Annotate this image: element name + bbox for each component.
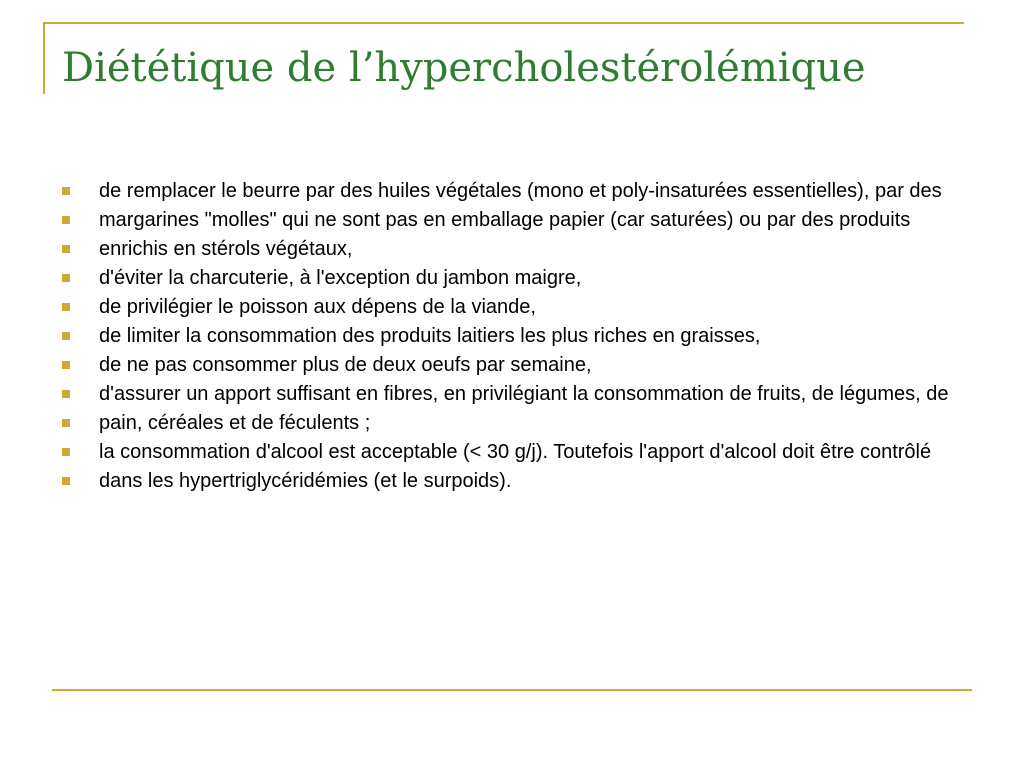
square-bullet-icon <box>62 187 70 195</box>
bullet-list <box>62 181 962 500</box>
square-bullet-icon <box>62 361 70 369</box>
list-item <box>62 413 962 433</box>
square-bullet-icon <box>62 245 70 253</box>
list-item <box>62 384 962 404</box>
bullet-text: de ne pas consommer plus de deux oeufs par semaine, <box>99 354 592 376</box>
list-item <box>62 210 962 230</box>
frame-top-rule <box>43 22 964 24</box>
bullet-text: margarines "molles" qui ne sont pas en emballage papier (car saturées) ou par des produits <box>99 209 911 231</box>
square-bullet-icon <box>62 390 70 398</box>
bullet-text: enrichis en stérols végétaux, <box>99 238 353 260</box>
bullet-text: dans les hypertriglycéridémies (et le surpoids). <box>99 470 512 492</box>
frame-left-rule <box>43 22 45 94</box>
list-item <box>62 442 962 462</box>
square-bullet-icon <box>62 216 70 224</box>
bullet-text: d'éviter la charcuterie, à l'exception du jambon maigre, <box>99 267 582 289</box>
bullet-text: la consommation d'alcool est acceptable (< 30 g/j). Toutefois l'apport d'alcool doit être contrôlé <box>99 441 932 463</box>
square-bullet-icon <box>62 419 70 427</box>
list-item <box>62 297 962 317</box>
list-item <box>62 326 962 346</box>
bullet-text: de remplacer le beurre par des huiles végétales (mono et poly-insaturées essentielles), par des <box>99 180 942 202</box>
list-item <box>62 239 962 259</box>
list-item <box>62 181 962 201</box>
square-bullet-icon <box>62 274 70 282</box>
bullet-text: de limiter la consommation des produits laitiers les plus riches en graisses, <box>99 325 761 347</box>
list-item <box>62 471 962 491</box>
square-bullet-icon <box>62 303 70 311</box>
square-bullet-icon <box>62 477 70 485</box>
list-item <box>62 355 962 375</box>
slide-title: Diététique de l’hypercholestérolémique <box>62 45 866 91</box>
bullet-text: pain, céréales et de féculents ; <box>99 412 371 434</box>
frame-bottom-rule <box>52 689 972 691</box>
square-bullet-icon <box>62 448 70 456</box>
bullet-text: de privilégier le poisson aux dépens de la viande, <box>99 296 536 318</box>
bullet-text: d'assurer un apport suffisant en fibres, en privilégiant la consommation de fruits, de légumes, de <box>99 383 949 405</box>
square-bullet-icon <box>62 332 70 340</box>
list-item <box>62 268 962 288</box>
